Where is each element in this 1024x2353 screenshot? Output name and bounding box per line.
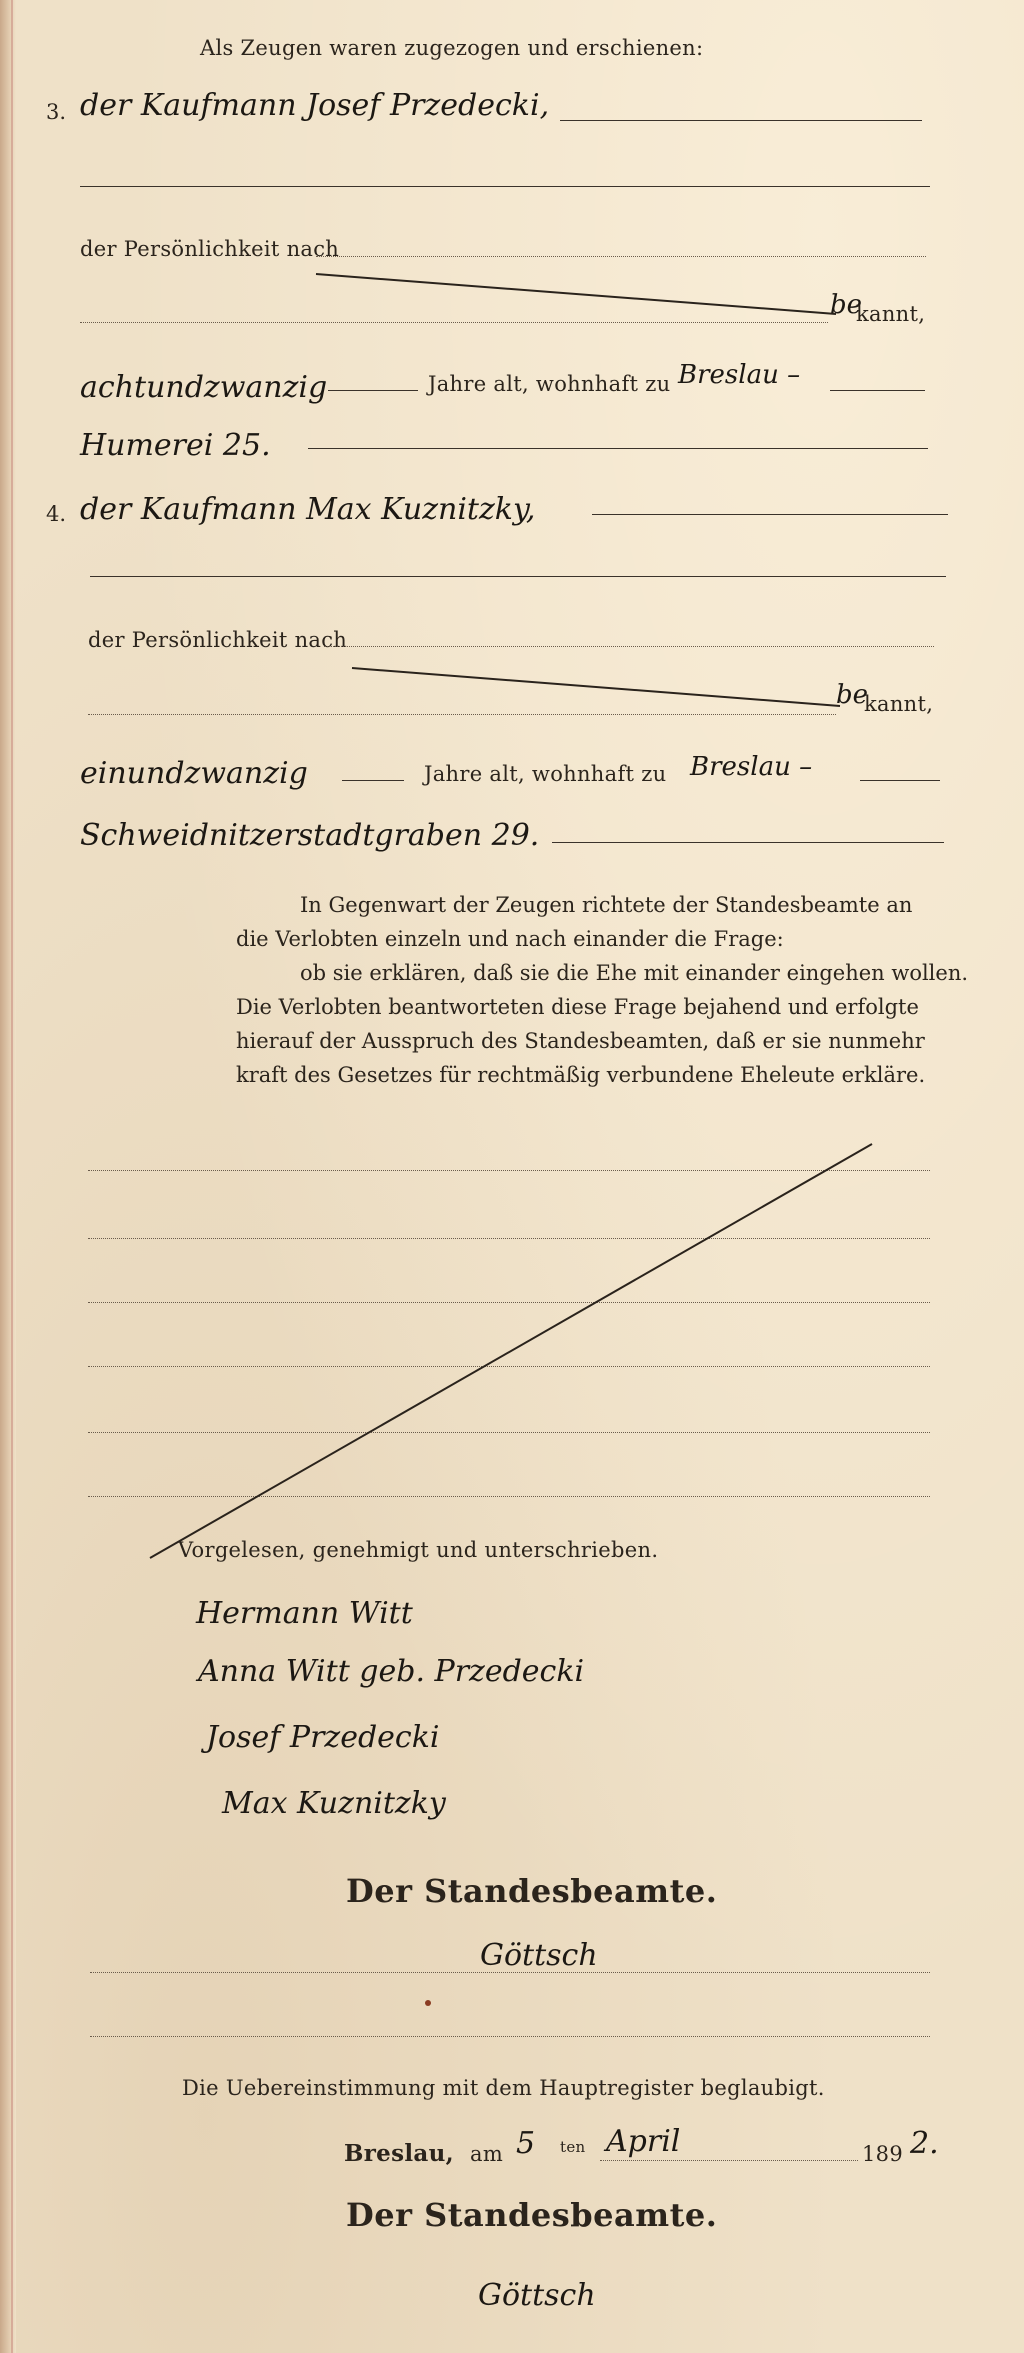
witnesses-intro: Als Zeugen waren zugezogen und erschienen: xyxy=(200,36,704,60)
witness-3-known-prefix: be xyxy=(830,290,863,320)
ceremony-line-4: Die Verlobten beantworteten diese Frage bejahend und erfolgte xyxy=(236,995,919,1019)
signature-4: Max Kuznitzky xyxy=(222,1786,446,1821)
ceremony-line-3: ob sie erklären, daß sie die Ehe mit einander eingehen wollen. xyxy=(300,961,969,985)
witness-4-known-suffix: kannt, xyxy=(864,692,934,716)
witness-4-name: der Kaufmann Max Kuznitzky, xyxy=(80,492,536,527)
ceremony-line-2: die Verlobten einzeln und nach einander die Frage: xyxy=(236,927,784,951)
certification-text: Die Uebereinstimmung mit dem Hauptregister beglaubigt. xyxy=(182,2076,825,2100)
registrar-heading-2: Der Standesbeamte. xyxy=(346,2196,718,2234)
year-prefix: 189 xyxy=(862,2142,903,2166)
place-am: am xyxy=(470,2142,504,2166)
signature-2: Anna Witt geb. Przedecki xyxy=(198,1654,585,1689)
witness-4-age-label: Jahre alt, wohnhaft zu xyxy=(424,762,667,786)
registrar-signature-2: Göttsch xyxy=(478,2278,596,2313)
witness-3-known-suffix: kannt, xyxy=(856,302,926,326)
month: April xyxy=(606,2124,681,2159)
signature-1: Hermann Witt xyxy=(196,1596,413,1631)
registrar-heading-1: Der Standesbeamte. xyxy=(346,1872,718,1910)
day: 5 xyxy=(516,2126,536,2161)
day-suffix: ten xyxy=(560,2138,586,2156)
registrar-signature-1: Göttsch xyxy=(480,1938,598,1973)
ink-spot xyxy=(425,2000,431,2006)
witness-3-street: Humerei 25. xyxy=(80,428,271,463)
signature-3: Josef Przedecki xyxy=(206,1720,440,1755)
witness-3-city: Breslau – xyxy=(678,360,801,390)
ceremony-line-1: In Gegenwart der Zeugen richtete der Standesbeamte an xyxy=(300,893,913,917)
witness-3-age-label: Jahre alt, wohnhaft zu xyxy=(428,372,671,396)
witness-4-age: einundzwanzig xyxy=(80,756,308,791)
witness-3-age: achtundzwanzig xyxy=(80,370,328,405)
strike-line-witness-3 xyxy=(316,274,836,314)
witness-3-identity-label: der Persönlichkeit nach xyxy=(80,237,340,261)
witness-3-name: der Kaufmann Josef Przedecki, xyxy=(80,88,550,123)
witness-4-street: Schweidnitzerstadtgraben 29. xyxy=(80,818,540,853)
place: Breslau, xyxy=(344,2140,454,2167)
ceremony-line-6: kraft des Gesetzes für rechtmäßig verbundene Eheleute erkläre. xyxy=(236,1063,926,1087)
witness-4-number: 4. xyxy=(46,502,67,526)
read-approved-signed: Vorgelesen, genehmigt und unterschrieben. xyxy=(178,1538,659,1562)
strike-line-witness-4 xyxy=(352,668,840,706)
strike-line-empty-block xyxy=(150,1144,872,1558)
witness-4-city: Breslau – xyxy=(690,752,813,782)
witness-4-known-prefix: be xyxy=(836,680,869,710)
witness-3-number: 3. xyxy=(46,100,67,124)
year-suffix: 2. xyxy=(910,2126,939,2161)
ceremony-line-5: hierauf der Ausspruch des Standesbeamten, daß er sie nunmehr xyxy=(236,1029,925,1053)
witness-4-identity-label: der Persönlichkeit nach xyxy=(88,628,348,652)
